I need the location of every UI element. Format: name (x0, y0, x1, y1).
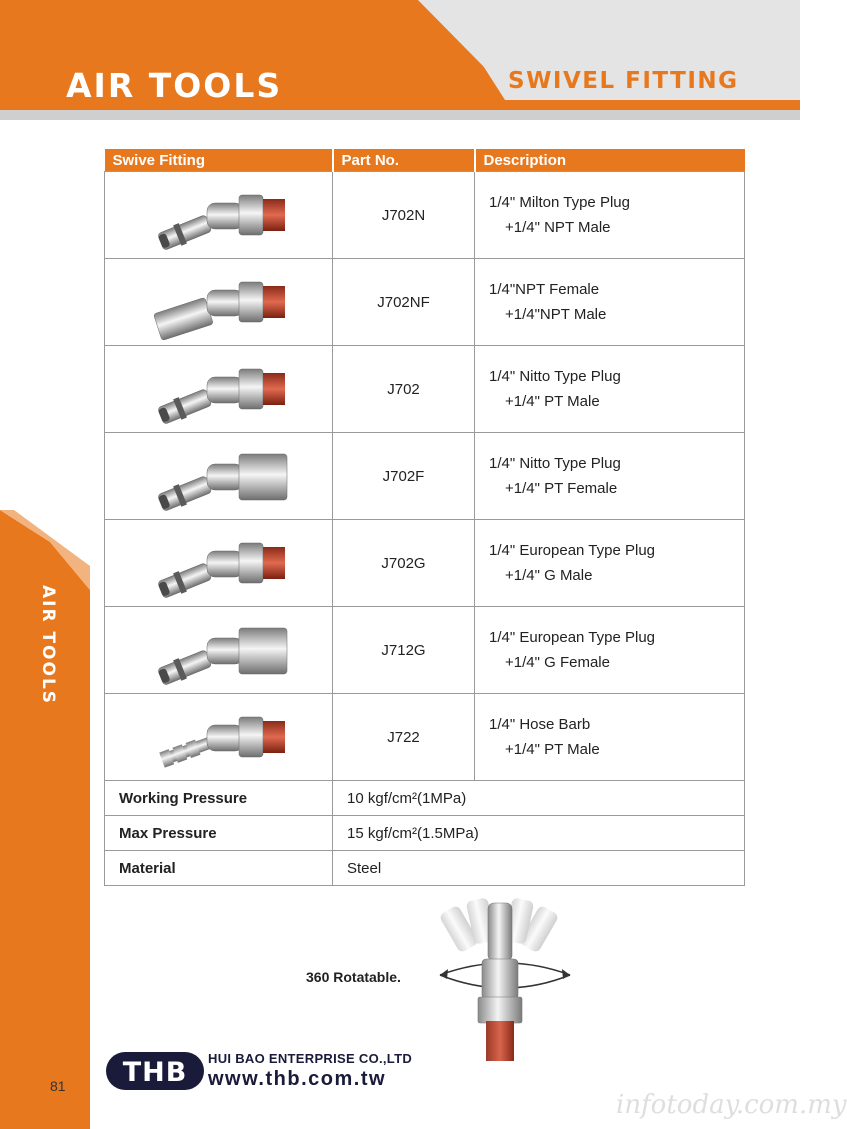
column-header: Swive Fitting (105, 149, 333, 172)
part-number: J702G (333, 520, 475, 607)
description (475, 259, 745, 346)
description (475, 520, 745, 607)
table-row (105, 520, 745, 607)
thb-logo (106, 1052, 204, 1090)
description (475, 346, 745, 433)
page-number: 81 (50, 1078, 66, 1094)
part-number: J702 (333, 346, 475, 433)
rotatable-label: 360 Rotatable. (306, 969, 401, 985)
part-number: J702F (333, 433, 475, 520)
side-tab-label: AIR TOOLS (38, 584, 58, 706)
spec-value: 10 kgf/cm²(1MPa) (333, 781, 745, 816)
description-line-2: +1/4"NPT Male (505, 306, 607, 323)
swivel-female-male-icon (139, 327, 299, 344)
part-number: J702NF (333, 259, 475, 346)
description (475, 607, 745, 694)
part-number: J712G (333, 607, 475, 694)
swivel-hose-barb-icon (139, 762, 299, 779)
table-row (105, 259, 745, 346)
column-header: Part No. (333, 149, 475, 172)
description (475, 172, 745, 259)
section-title: SWIVEL FITTING (508, 68, 739, 94)
column-header: Description (475, 149, 745, 172)
spec-table (104, 149, 745, 886)
part-number: J702N (333, 172, 475, 259)
fitting-image (105, 346, 333, 433)
spec-label: Material (105, 851, 333, 886)
description-line-1: 1/4" European Type Plug (489, 542, 656, 559)
table-row (105, 607, 745, 694)
spec-label: Working Pressure (105, 781, 333, 816)
table-row (105, 694, 745, 781)
description-line-1: 1/4" European Type Plug (489, 629, 656, 646)
spec-row (105, 851, 745, 886)
watermark: infotoday.com.my (616, 1090, 847, 1120)
logo-text: THB (122, 1057, 188, 1088)
fitting-image (105, 172, 333, 259)
fitting-image (105, 520, 333, 607)
table-header-row (105, 149, 745, 172)
spec-label: Max Pressure (105, 816, 333, 851)
description-line-2: +1/4" PT Female (505, 480, 618, 497)
description-line-2: +1/4" PT Male (505, 741, 600, 758)
description (475, 694, 745, 781)
fitting-image (105, 433, 333, 520)
spec-row (105, 816, 745, 851)
description-line-2: +1/4" G Male (505, 567, 593, 584)
fitting-image (105, 607, 333, 694)
swivel-plug-male-icon (139, 240, 299, 257)
part-number: J722 (333, 694, 475, 781)
description-line-1: 1/4" Milton Type Plug (489, 194, 630, 211)
swivel-plug-female-icon (139, 501, 299, 518)
spec-value: 15 kgf/cm²(1.5MPa) (333, 816, 745, 851)
description-line-1: 1/4"NPT Female (489, 281, 600, 298)
spec-row (105, 781, 745, 816)
fitting-image (105, 259, 333, 346)
table-row (105, 346, 745, 433)
table-row (105, 172, 745, 259)
company-name: HUI BAO ENTERPRISE CO.,LTD (208, 1051, 413, 1066)
description-line-2: +1/4" NPT Male (505, 219, 611, 236)
description-line-1: 1/4" Nitto Type Plug (489, 368, 621, 385)
company-url[interactable]: www.thb.com.tw (208, 1068, 387, 1090)
swivel-plug-male-icon (139, 414, 299, 431)
rotatable-fitting-icon (430, 893, 580, 1065)
spec-value: Steel (333, 851, 745, 886)
description-line-1: 1/4" Hose Barb (489, 716, 591, 733)
swivel-plug-female-icon (139, 675, 299, 692)
description-line-2: +1/4" PT Male (505, 393, 600, 410)
description-line-1: 1/4" Nitto Type Plug (489, 455, 621, 472)
description-line-2: +1/4" G Female (505, 654, 610, 671)
page-title: AIR TOOLS (66, 66, 283, 105)
description (475, 433, 745, 520)
fitting-image (105, 694, 333, 781)
table-row (105, 433, 745, 520)
swivel-plug-male-icon (139, 588, 299, 605)
